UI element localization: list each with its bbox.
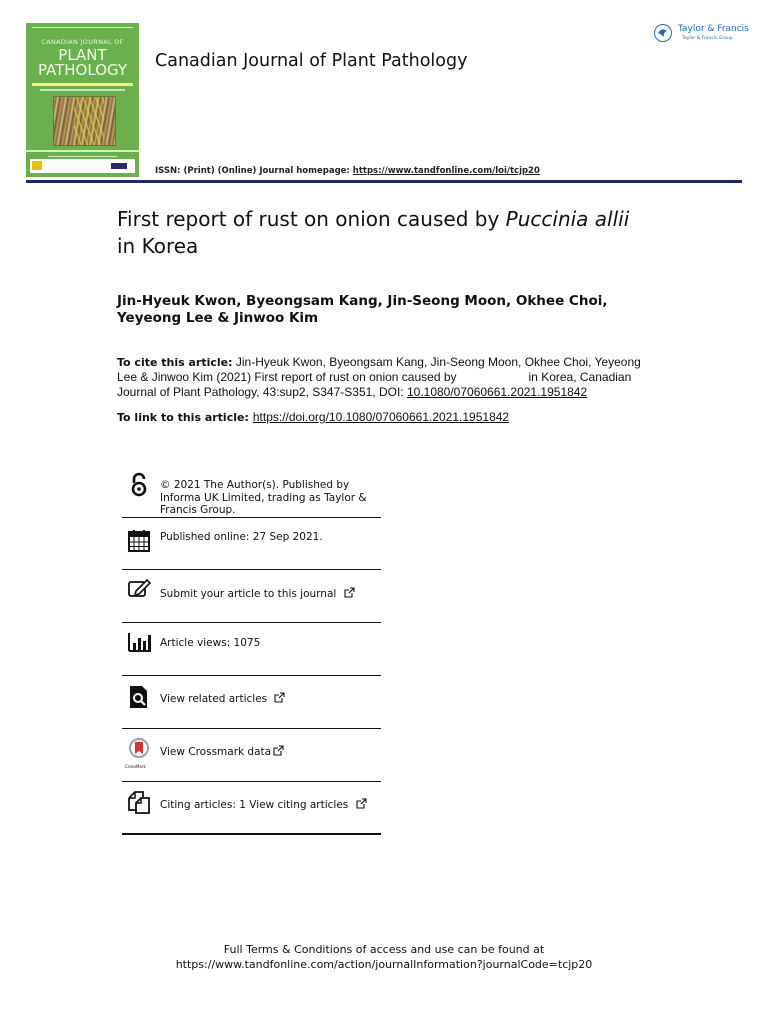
external-link-icon (273, 745, 284, 756)
external-link-icon (344, 587, 355, 598)
issn-line (155, 166, 540, 176)
cover-top-line (32, 27, 133, 31)
journal-cover (26, 23, 139, 177)
article-authors: Jin-Hyeuk Kwon, Byeongsam Kang, Jin-Seong Moon, Okhee Choi, Yeyeong Lee & Jinwoo Kim (117, 293, 608, 326)
related-row[interactable] (122, 676, 381, 729)
submit-row[interactable] (122, 570, 381, 623)
cover-journal-big (26, 48, 139, 78)
footer-line1: Full Terms & Conditions of access and use can be found at (223, 943, 545, 956)
article-title-species: Puccinia allii (505, 207, 630, 231)
article-info-list (122, 468, 381, 835)
crossmark-row[interactable] (122, 729, 381, 782)
cover-publisher-logo (111, 163, 127, 169)
published-row (122, 518, 381, 570)
citation-lead: To cite this article: (117, 356, 233, 369)
bar-chart-icon (126, 629, 152, 655)
calendar-icon (126, 528, 152, 554)
cover-journal-big-line1: PLANT (58, 46, 107, 64)
crossmark-link[interactable] (160, 745, 284, 759)
cover-subtitle-band-2 (40, 89, 125, 91)
cover-caption-line (26, 150, 139, 152)
open-access-text: © 2021 The Author(s). Published by Informa UK Limited, trading as Taylor & Francis Group. (160, 479, 367, 516)
publisher-group: Taylor & Francis Group (682, 36, 733, 41)
citing-link[interactable] (160, 798, 367, 812)
cover-caption-line-2 (48, 156, 117, 157)
published-text: Published online: 27 Sep 2021. (160, 531, 323, 543)
cover-society-logo (32, 161, 42, 170)
citing-row[interactable] (122, 782, 381, 835)
journal-homepage-link[interactable]: https://www.tandfonline.com/loi/tcjp20 (352, 166, 540, 176)
footer-terms-link[interactable]: https://www.tandfonline.com/action/journalInformation?journalCode=tcjp20 (175, 958, 593, 971)
article-title-part1: First report of rust on onion caused by (117, 207, 506, 231)
issn-text: ISSN: (Print) (Online) Journal homepage: (155, 166, 353, 176)
open-access-row (122, 468, 381, 518)
publisher-logo (654, 23, 749, 47)
crossmark-icon-label: CrossMark (125, 764, 146, 769)
open-access-icon (126, 472, 152, 498)
citation-text-part1: Jin-Hyeuk Kwon, Byeongsam Kang, Jin-Seong Moon, Okhee Choi, Yeyeong Lee & Jinwoo Kim (2021) First report of rust on onion caused by (117, 355, 641, 384)
citing-articles-icon (126, 789, 152, 815)
article-title-part2: in Korea (117, 234, 199, 258)
cover-photo (53, 96, 116, 146)
crossmark-label[interactable]: View Crossmark data (160, 746, 272, 758)
publisher-name: Taylor & Francis (678, 24, 749, 34)
external-link-icon (356, 798, 367, 809)
cover-journal-small: CANADIAN JOURNAL OF (41, 38, 124, 46)
crossmark-icon (126, 737, 152, 763)
article-link-line (117, 410, 509, 424)
article-title (117, 206, 677, 260)
submit-link[interactable] (160, 587, 355, 601)
cover-subtitle-band (32, 83, 133, 86)
submit-label[interactable]: Submit your article to this journal (160, 588, 337, 600)
article-doi-url[interactable]: https://doi.org/10.1080/07060661.2021.1951842 (252, 410, 510, 424)
citation-text-part2: in Korea, Canadian Journal of Plant Pathology, 43:sup2, S347-S351, DOI: (117, 370, 632, 399)
cover-journal-big-line2: PATHOLOGY (37, 61, 128, 79)
footer-terms (0, 942, 768, 972)
views-text: Article views: 1075 (160, 637, 261, 649)
citation-doi-link[interactable]: 10.1080/07060661.2021.1951842 (406, 385, 588, 399)
edit-icon (126, 576, 152, 602)
citing-label[interactable]: Citing articles: 1 View citing articles (160, 799, 349, 811)
publisher-logo-icon (654, 24, 672, 42)
citation-block (117, 355, 647, 400)
related-link[interactable] (160, 692, 285, 706)
external-link-icon (274, 692, 285, 703)
header-rule (26, 180, 742, 183)
related-label[interactable]: View related articles (160, 693, 268, 705)
search-document-icon (126, 684, 152, 710)
views-row (122, 623, 381, 676)
article-link-lead: To link to this article: (117, 411, 249, 424)
journal-title: Canadian Journal of Plant Pathology (155, 51, 468, 71)
